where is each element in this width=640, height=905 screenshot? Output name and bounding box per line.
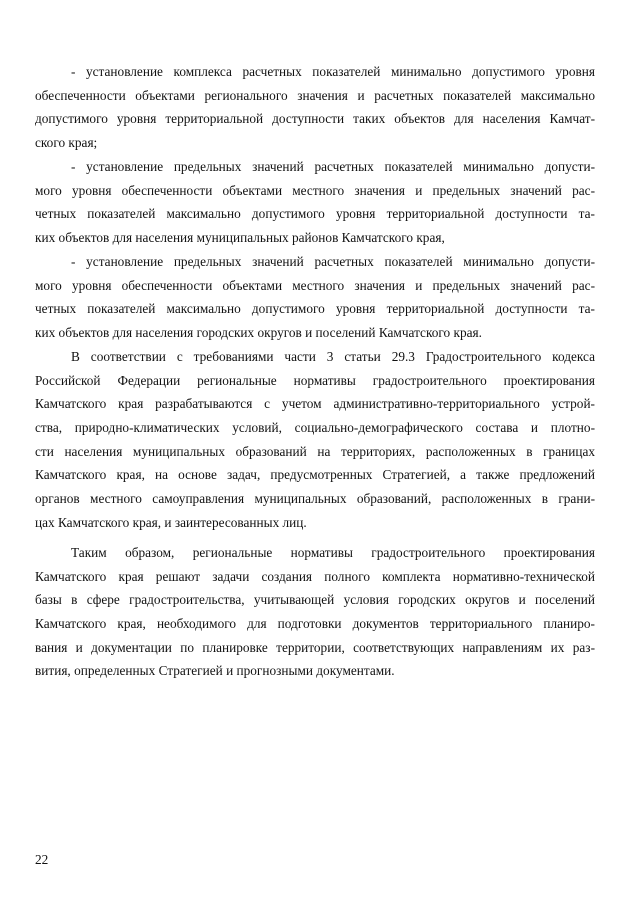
text-line: ких объектов для населения городских округов и поселений Камчатского края. xyxy=(35,325,482,341)
paragraph-5 xyxy=(35,541,595,683)
text-line: цах Камчатского края, и заинтересованных лиц. xyxy=(35,514,307,530)
text-line: базы в сфере градостроительства, учитывающей условия городских округов и поселений xyxy=(35,592,595,608)
text-line: вития, определенных Стратегией и прогнозными документами. xyxy=(35,663,395,679)
paragraph-3 xyxy=(35,250,595,345)
page-number: 22 xyxy=(35,852,49,867)
text-line: - установление предельных значений расчетных показателей минимально допусти- xyxy=(71,254,595,269)
text-line: сти населения муниципальных образований на территориях, расположенных в границах xyxy=(35,443,595,459)
text-line: четных показателей максимально допустимого уровня территориальной доступности та- xyxy=(35,206,595,222)
text-line: Российской Федерации региональные нормативы градостроительного проектирования xyxy=(35,372,595,388)
paragraph-1 xyxy=(35,60,595,155)
text-line: - установление предельных значений расчетных показателей минимально допусти- xyxy=(71,159,595,174)
text-line: ких объектов для населения муниципальных районов Камчатского края, xyxy=(35,230,445,246)
text-line: В соответствии с требованиями части 3 статьи 29.3 Градостроительного кодекса xyxy=(71,349,595,364)
paragraph-4 xyxy=(35,345,595,535)
text-line: органов местного самоуправления муниципальных образований, расположенных в грани- xyxy=(35,491,595,507)
text-line: Камчатского края, на основе задач, предусмотренных Стратегией, а также предложений xyxy=(35,467,595,483)
text-line: ства, природно-климатических условий, социально-демографического состава и плотно- xyxy=(35,420,595,436)
text-line: Камчатского края разрабатываются с учетом административно-территориального устрой- xyxy=(35,396,595,412)
text-line: ского края; xyxy=(35,135,98,151)
text-line: обеспеченности объектами регионального значения и расчетных показателей максимально xyxy=(35,87,595,103)
text-line: мого уровня обеспеченности объектами местного значения и предельных значений рас- xyxy=(35,182,595,198)
text-line: вания и документации по планировке территории, соответствующих направлениям их раз- xyxy=(35,639,595,655)
text-line: мого уровня обеспеченности объектами местного значения и предельных значений рас- xyxy=(35,277,595,293)
text-line: Камчатского края решают задачи создания полного комплекта нормативно-технической xyxy=(35,568,595,584)
text-line: Таким образом, региональные нормативы градостроительного проектирования xyxy=(71,545,595,560)
text-line: допустимого уровня территориальной доступности таких объектов для населения Камчат- xyxy=(35,111,595,127)
paragraph-2 xyxy=(35,155,595,250)
text-line: четных показателей максимально допустимого уровня территориальной доступности та- xyxy=(35,301,595,317)
text-line: - установление комплекса расчетных показателей минимально допустимого уровня xyxy=(71,64,595,79)
text-line: Камчатского края, необходимого для подготовки документов территориального планиро- xyxy=(35,616,595,632)
